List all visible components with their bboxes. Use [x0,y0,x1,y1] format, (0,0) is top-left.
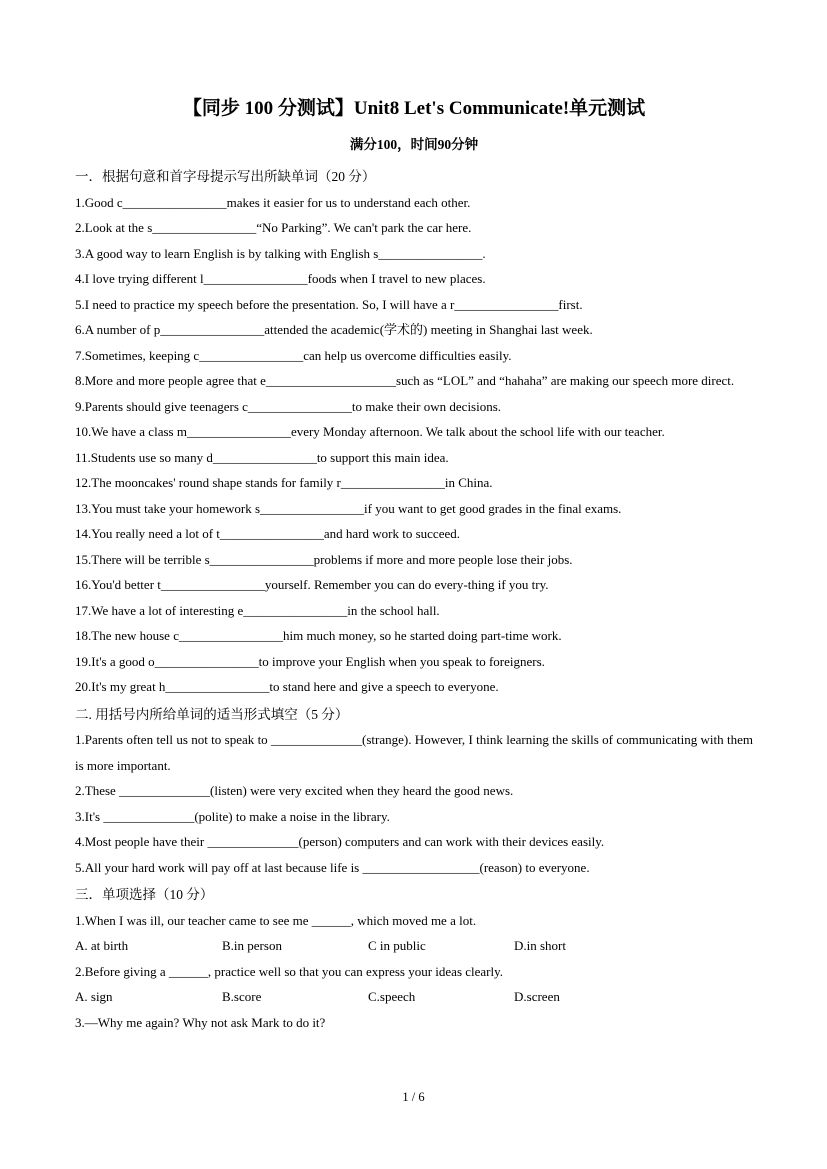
question-line: 5.I need to practice my speech before the presentation. So, I will have a r________________first. [75,296,583,312]
question-line: 9.Parents should give teenagers c________________to make their own decisions. [75,398,502,414]
mc-option-d: D.screen [514,989,560,1004]
question-line: 16.You'd better t________________yourself. Remember you can do every-thing if you try. [75,577,549,592]
page-number: 1 / 6 [402,1090,425,1104]
question-line: 2.Look at the s________________“No Parking”. We can't park the car here. [75,220,472,235]
section3-heading: 三．单项选择（10 分） [75,887,214,902]
mc-option-c: C in public [368,938,426,953]
question-line: 13.You must take your homework s________________if you want to get good grades in the final exams. [75,500,622,516]
page-subtitle: 满分100，时间90分钟 [349,137,479,152]
mc-options-row [75,984,753,1010]
question-line: 3.A good way to learn English is by talking with English s________________. [75,245,486,261]
question-line: 19.It's a good o________________to improve your English when you speak to foreigners. [75,653,545,669]
section2-heading: 二. 用括号内所给单词的适当形式填空（5 分） [75,706,349,722]
mc-question: 3.—Why me again? Why not ask Mark to do it? [75,1014,326,1030]
mc-question: 2.Before giving a ______, practice well so that you can express your ideas clearly. [75,963,504,979]
mc-option-b: B.score [222,989,262,1004]
question-line: 18.The new house c________________him much money, so he started doing part-time work. [75,628,562,643]
question-line: 2.These ______________(listen) were very excited when they heard the good news. [75,783,514,798]
mc-option-d: D.in short [514,938,566,953]
mc-option-b: B.in person [222,938,282,953]
mc-options-row [75,933,753,959]
question-line: 20.It's my great h________________to stand here and give a speech to everyone. [75,679,499,694]
question-line: 5.All your hard work will pay off at last because life is __________________(reason) to everyone. [75,859,590,875]
question-line: 14.You really need a lot of t________________and hard work to succeed. [75,526,460,541]
section1-heading: 一．根据句意和首字母提示写出所缺单词（20 分） [75,169,376,184]
page-title: 【同步 100 分测试】Unit8 Let's Communicate!单元测试 [182,98,646,119]
mc-option-a: A. at birth [75,938,129,953]
question-line: 17.We have a lot of interesting e________________in the school hall. [75,602,440,618]
question-line: 1.Parents often tell us not to speak to ______________(strange). However, I think learning the skills of communicating with them is more important. [75,732,753,773]
question-line: 4.Most people have their ______________(person) computers and can work with their devices easily. [75,834,605,849]
question-line: 1.Good c________________makes it easier for us to understand each other. [75,194,471,210]
question-line: 10.We have a class m________________every Monday afternoon. We talk about the school life with our teacher. [75,424,665,439]
mc-question: 1.When I was ill, our teacher came to see me ______, which moved me a lot. [75,912,477,928]
question-line: 15.There will be terrible s________________problems if more and more people lose their jobs. [75,551,573,567]
mc-option-a: A. sign [75,989,113,1004]
question-line: 11.Students use so many d________________to support this main idea. [75,449,449,465]
question-line: 4.I love trying different l________________foods when I travel to new places. [75,271,486,286]
question-line: 6.A number of p________________attended the academic(学术的) meeting in Shanghai last week. [75,322,593,337]
question-line: 3.It's ______________(polite) to make a noise in the library. [75,808,390,824]
mc-option-c: C.speech [368,989,416,1004]
question-line: 8.More and more people agree that e____________________such as “LOL” and “hahaha” are making our speech more direct. [75,373,735,388]
question-line: 12.The mooncakes' round shape stands for family r________________in China. [75,475,493,490]
question-line: 7.Sometimes, keeping c________________can help us overcome difficulties easily. [75,347,512,363]
